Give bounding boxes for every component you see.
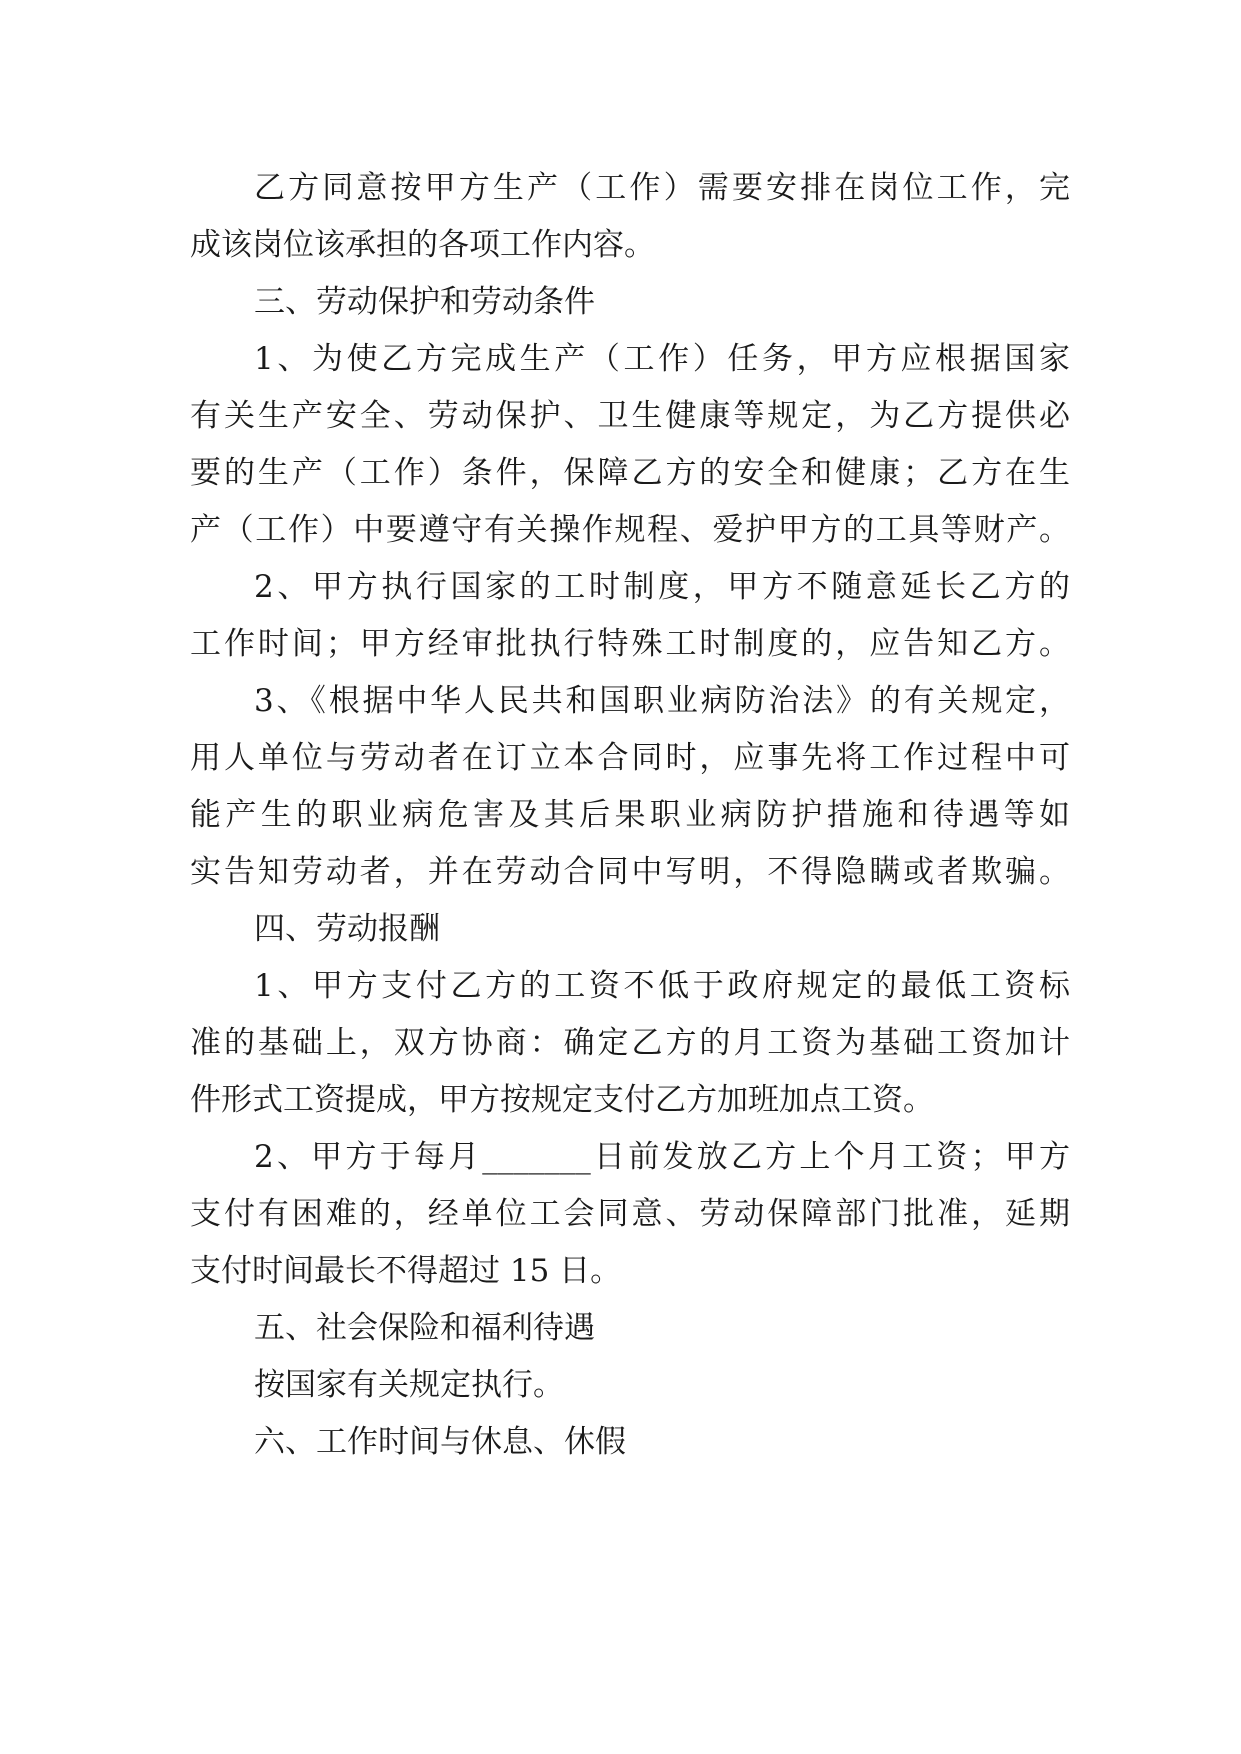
paragraph-line: 支付时间最长不得超过 15 日。 xyxy=(190,1253,622,1289)
paragraph-line: 1、为使乙方完成生产（工作）任务，甲方应根据国家 xyxy=(254,341,1070,377)
paragraph-line: 件形式工资提成，甲方按规定支付乙方加班加点工资。 xyxy=(190,1082,934,1118)
paragraph-line: 2、甲方于每月_______日前发放乙方上个月工资；甲方 xyxy=(254,1139,1070,1175)
paragraph-line: 用人单位与劳动者在订立本合同时，应事先将工作过程中可 xyxy=(190,740,1070,776)
paragraph-line: 实告知劳动者，并在劳动合同中写明，不得隐瞒或者欺骗。 xyxy=(190,854,1070,890)
paragraph-line: 成该岗位该承担的各项工作内容。 xyxy=(190,227,655,263)
section-heading-5: 五、社会保险和福利待遇 xyxy=(254,1310,595,1346)
paragraph-line: 准的基础上，双方协商：确定乙方的月工资为基础工资加计 xyxy=(190,1025,1070,1061)
paragraph-line: 产（工作）中要遵守有关操作规程、爱护甲方的工具等财产。 xyxy=(190,512,1070,548)
paragraph-line: 2、甲方执行国家的工时制度，甲方不随意延长乙方的 xyxy=(254,569,1070,605)
section-heading-4: 四、劳动报酬 xyxy=(254,911,440,947)
paragraph-line: 要的生产（工作）条件，保障乙方的安全和健康；乙方在生 xyxy=(190,455,1070,491)
paragraph-line: 3、《根据中华人民共和国职业病防治法》的有关规定， xyxy=(254,683,1070,719)
section-heading-6: 六、工作时间与休息、休假 xyxy=(254,1424,626,1460)
section-heading-3: 三、劳动保护和劳动条件 xyxy=(254,284,595,320)
paragraph-line: 1、甲方支付乙方的工资不低于政府规定的最低工资标 xyxy=(254,968,1070,1004)
paragraph-line: 有关生产安全、劳动保护、卫生健康等规定，为乙方提供必 xyxy=(190,398,1070,434)
paragraph-line: 支付有困难的，经单位工会同意、劳动保障部门批准，延期 xyxy=(190,1196,1070,1232)
paragraph-line: 乙方同意按甲方生产（工作）需要安排在岗位工作，完 xyxy=(254,170,1070,206)
paragraph-line: 按国家有关规定执行。 xyxy=(254,1367,564,1403)
paragraph-line: 工作时间；甲方经审批执行特殊工时制度的，应告知乙方。 xyxy=(190,626,1070,662)
paragraph-line: 能产生的职业病危害及其后果职业病防护措施和待遇等如 xyxy=(190,797,1070,833)
